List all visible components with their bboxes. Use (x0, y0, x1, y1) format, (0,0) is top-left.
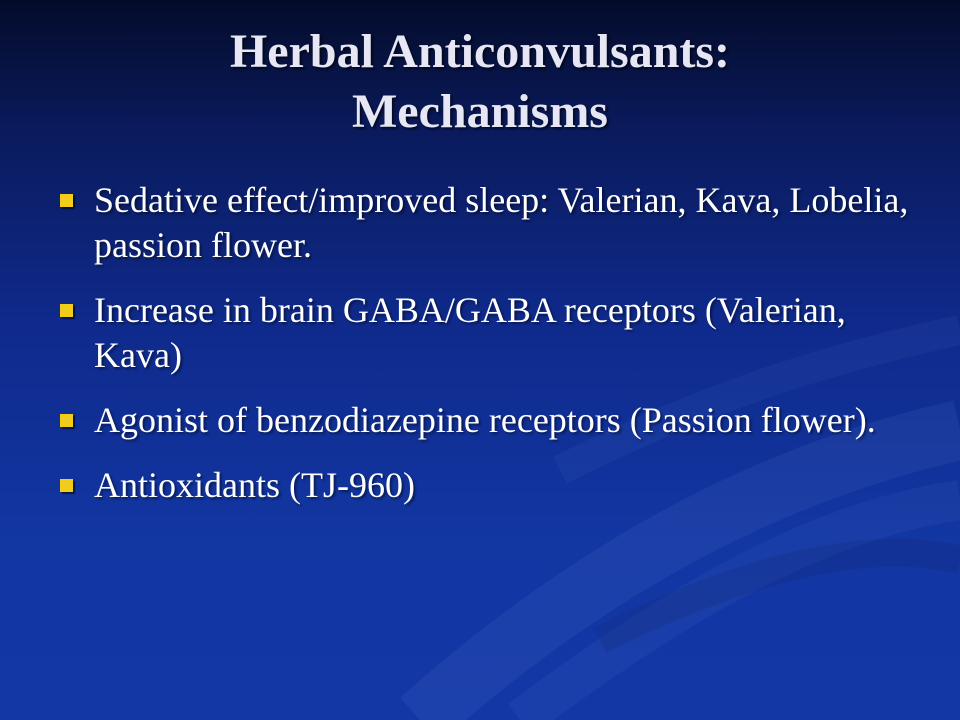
bullet-text: Agonist of benzodiazepine receptors (Passion flower). (94, 400, 876, 440)
slide-title-line-1: Herbal Anticonvulsants: (229, 25, 731, 78)
slide-title (40, 22, 920, 142)
bullet-text: Sedative effect/improved sleep: Valerian, Kava, Lobelia, passion flower. (94, 180, 909, 265)
square-bullet-icon (60, 414, 73, 427)
bullet-item (60, 178, 910, 268)
bullet-list (60, 178, 910, 528)
bullet-item (60, 398, 910, 443)
square-bullet-icon (60, 304, 73, 317)
bullet-text: Antioxidants (TJ-960) (94, 465, 415, 505)
bullet-item (60, 288, 910, 378)
bullet-text: Increase in brain GABA/GABA receptors (Valerian, Kava) (94, 290, 846, 375)
square-bullet-icon (60, 479, 73, 492)
slide-title-line-2: Mechanisms (352, 85, 608, 138)
square-bullet-icon (60, 194, 73, 207)
bullet-item (60, 463, 910, 508)
